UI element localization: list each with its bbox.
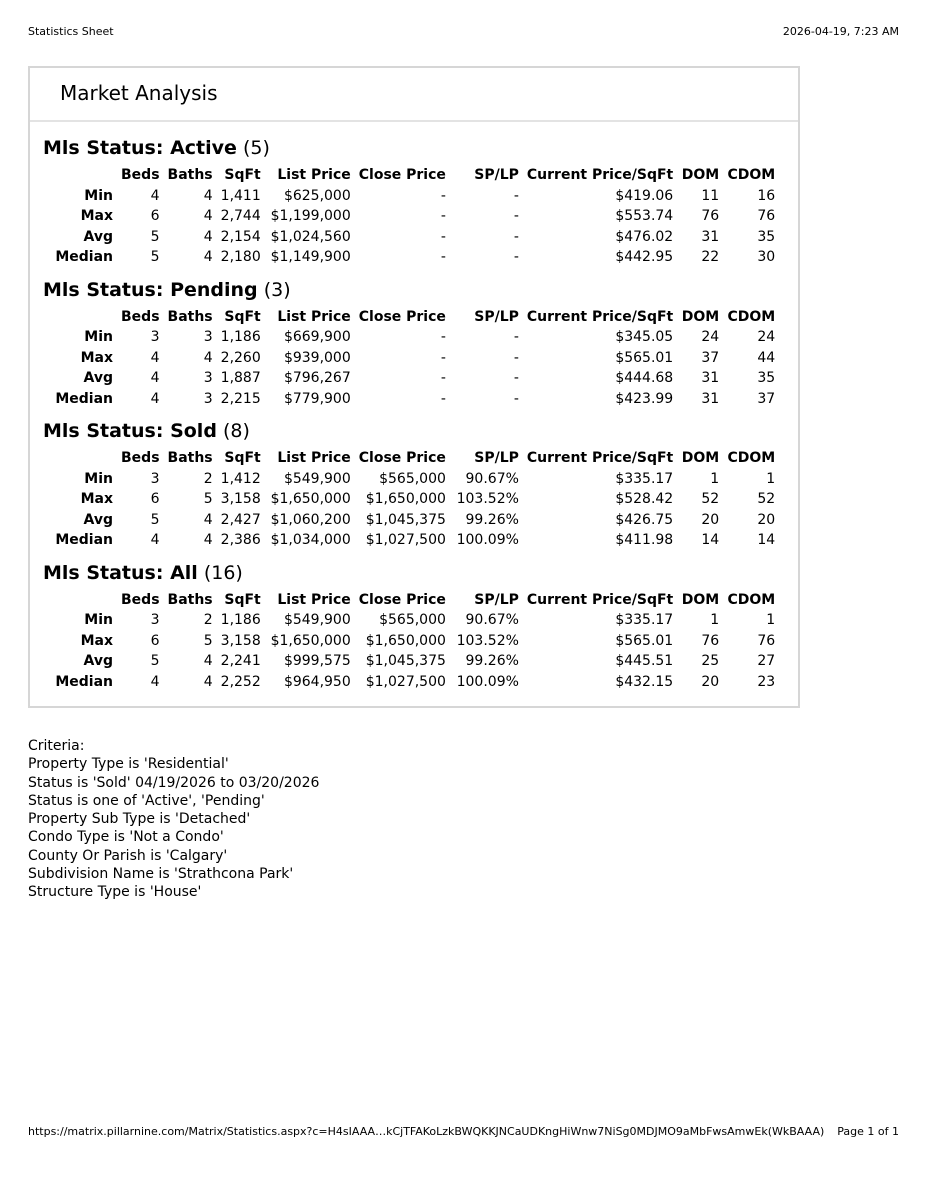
table-cell: 3,158 bbox=[220, 632, 261, 649]
criteria-line: Property Sub Type is 'Detached' bbox=[28, 811, 251, 828]
column-header: SqFt bbox=[224, 167, 261, 183]
table-cell: 35 bbox=[757, 228, 776, 245]
table-cell: 3 bbox=[150, 470, 160, 487]
table-cell: 31 bbox=[701, 228, 720, 245]
stats-sections bbox=[43, 136, 790, 702]
section-label: Mls Status: Pending bbox=[43, 278, 258, 301]
table-cell: - bbox=[440, 370, 446, 386]
row-label: Median bbox=[55, 249, 113, 265]
table-cell: 2,154 bbox=[220, 228, 261, 245]
table-cell: $1,034,000 bbox=[270, 532, 351, 548]
table-cell: $625,000 bbox=[283, 187, 351, 204]
table-cell: 4 bbox=[203, 653, 213, 669]
column-header: DOM bbox=[681, 450, 720, 466]
table-cell: 37 bbox=[757, 390, 776, 407]
table-cell: $423.99 bbox=[615, 390, 674, 407]
column-header: CDOM bbox=[727, 591, 776, 608]
row-label: Avg bbox=[83, 653, 113, 669]
table-cell: 2,260 bbox=[220, 349, 261, 366]
column-header bbox=[43, 307, 117, 328]
table-cell: 4 bbox=[203, 349, 213, 366]
table-cell: 2,252 bbox=[220, 673, 261, 690]
table-cell: $1,650,000 bbox=[365, 491, 446, 507]
table-header-row bbox=[43, 307, 779, 328]
table-cell: 90.67% bbox=[465, 470, 519, 487]
table-cell: $411.98 bbox=[615, 532, 674, 548]
criteria-line: Status is 'Sold' 04/19/2026 to 03/20/2026 bbox=[28, 774, 320, 791]
criteria-line: County Or Parish is 'Calgary' bbox=[28, 847, 228, 864]
table-cell: $445.51 bbox=[615, 653, 674, 669]
section-title bbox=[43, 561, 790, 585]
section-title bbox=[43, 419, 790, 443]
table-cell: $565,000 bbox=[379, 612, 446, 628]
column-header: DOM bbox=[681, 591, 720, 608]
table-cell: 14 bbox=[701, 532, 720, 548]
table-cell: 76 bbox=[701, 208, 720, 224]
stats-table bbox=[43, 165, 779, 268]
section-label: Mls Status: Active bbox=[43, 137, 237, 159]
table-cell: $549,900 bbox=[283, 470, 351, 487]
column-header: Baths bbox=[167, 308, 213, 325]
table-cell: $549,900 bbox=[283, 612, 351, 628]
table-cell: 37 bbox=[701, 349, 720, 366]
table-cell: $1,650,000 bbox=[270, 491, 351, 507]
table-cell: 20 bbox=[757, 511, 776, 528]
table-header-row bbox=[43, 165, 779, 186]
section-label: Mls Status: All bbox=[43, 561, 198, 584]
table-cell: 5 bbox=[203, 632, 213, 649]
table-cell: 25 bbox=[701, 653, 720, 669]
table-cell: - bbox=[513, 187, 519, 204]
table-cell: 4 bbox=[150, 390, 160, 407]
criteria-line: Subdivision Name is 'Strathcona Park' bbox=[28, 866, 294, 883]
table-cell: 2,215 bbox=[220, 390, 261, 407]
table-cell: 100.09% bbox=[456, 673, 519, 690]
column-header: Baths bbox=[167, 450, 213, 466]
table-cell: 4 bbox=[203, 673, 213, 690]
column-header: List Price bbox=[277, 308, 351, 325]
table-row bbox=[43, 348, 779, 369]
table-cell: - bbox=[440, 187, 446, 204]
table-cell: 76 bbox=[701, 632, 720, 649]
criteria-line: Condo Type is 'Not a Condo' bbox=[28, 829, 224, 846]
table-cell: - bbox=[513, 329, 519, 345]
row-label: Median bbox=[55, 673, 113, 690]
row-label: Max bbox=[80, 349, 113, 366]
column-header: Close Price bbox=[358, 167, 446, 183]
table-cell: - bbox=[440, 249, 446, 265]
table-cell: 4 bbox=[150, 349, 160, 366]
column-header: CDOM bbox=[727, 308, 776, 325]
column-header: SqFt bbox=[224, 308, 261, 325]
column-header bbox=[43, 590, 117, 611]
row-label: Median bbox=[55, 390, 113, 407]
table-cell: $1,650,000 bbox=[270, 632, 351, 649]
column-header: Current Price/SqFt bbox=[526, 167, 674, 183]
table-cell: 27 bbox=[757, 653, 776, 669]
column-header: Close Price bbox=[358, 591, 446, 608]
table-cell: 31 bbox=[701, 370, 720, 386]
table-cell: $796,267 bbox=[283, 370, 351, 386]
table-cell: $476.02 bbox=[615, 228, 674, 245]
criteria-block bbox=[28, 737, 319, 902]
column-header: List Price bbox=[277, 167, 351, 183]
table-cell: 103.52% bbox=[456, 491, 519, 507]
table-cell: 4 bbox=[150, 370, 160, 386]
table-cell: 2,180 bbox=[220, 249, 261, 265]
column-header: DOM bbox=[681, 167, 720, 183]
table-cell: $426.75 bbox=[615, 511, 674, 528]
table-cell: 90.67% bbox=[465, 612, 519, 628]
table-cell: 6 bbox=[150, 632, 160, 649]
table-cell: 99.26% bbox=[465, 511, 519, 528]
table-cell: - bbox=[440, 329, 446, 345]
table-cell: $1,027,500 bbox=[365, 532, 446, 548]
row-label: Max bbox=[80, 491, 113, 507]
table-row bbox=[43, 186, 779, 207]
column-header: SP/LP bbox=[474, 308, 519, 325]
stats-table bbox=[43, 448, 779, 551]
table-row bbox=[43, 530, 779, 551]
table-cell: 1,186 bbox=[220, 329, 261, 345]
table-cell: 3 bbox=[203, 370, 213, 386]
criteria-line: Status is one of 'Active', 'Pending' bbox=[28, 792, 265, 809]
table-cell: $565.01 bbox=[615, 349, 674, 366]
column-header: Beds bbox=[121, 167, 160, 183]
table-cell: 4 bbox=[150, 673, 160, 690]
table-cell: $565.01 bbox=[615, 632, 674, 649]
table-cell: 44 bbox=[757, 349, 776, 366]
table-cell: $999,575 bbox=[283, 653, 351, 669]
table-cell: 5 bbox=[150, 511, 160, 528]
table-cell: 2,386 bbox=[220, 532, 261, 548]
table-cell: 4 bbox=[150, 187, 160, 204]
column-header: DOM bbox=[681, 308, 720, 325]
table-cell: - bbox=[513, 390, 519, 407]
table-cell: 1,186 bbox=[220, 612, 261, 628]
table-cell: $939,000 bbox=[283, 349, 351, 366]
table-cell: - bbox=[440, 208, 446, 224]
table-row bbox=[43, 227, 779, 248]
table-cell: 2 bbox=[203, 612, 213, 628]
table-cell: 52 bbox=[757, 491, 776, 507]
table-cell: 14 bbox=[757, 532, 776, 548]
table-cell: 2,241 bbox=[220, 653, 261, 669]
table-cell: 4 bbox=[150, 532, 160, 548]
section-count: (8) bbox=[222, 420, 250, 442]
table-cell: 1 bbox=[766, 612, 776, 628]
table-cell: $553.74 bbox=[615, 208, 674, 224]
table-cell: $565,000 bbox=[379, 470, 446, 487]
table-cell: 3,158 bbox=[220, 491, 261, 507]
table-cell: 4 bbox=[203, 208, 213, 224]
row-label: Max bbox=[80, 208, 113, 224]
table-cell: $964,950 bbox=[283, 673, 351, 690]
section-title bbox=[43, 278, 790, 302]
column-header: Current Price/SqFt bbox=[526, 308, 674, 325]
column-header: Close Price bbox=[358, 308, 446, 325]
column-header: SP/LP bbox=[474, 450, 519, 466]
panel-divider bbox=[30, 120, 798, 122]
section-count: (16) bbox=[203, 561, 243, 584]
table-row bbox=[43, 327, 779, 348]
column-header: Baths bbox=[167, 167, 213, 183]
table-cell: 3 bbox=[150, 612, 160, 628]
table-row bbox=[43, 389, 779, 410]
column-header bbox=[43, 165, 117, 186]
section-count: (5) bbox=[242, 137, 270, 159]
table-cell: 4 bbox=[203, 511, 213, 528]
table-cell: $528.42 bbox=[615, 491, 674, 507]
column-header: Beds bbox=[121, 308, 160, 325]
table-cell: - bbox=[440, 349, 446, 366]
table-cell: $1,027,500 bbox=[365, 673, 446, 690]
column-header: Current Price/SqFt bbox=[526, 450, 674, 466]
table-cell: 5 bbox=[150, 249, 160, 265]
table-cell: - bbox=[513, 228, 519, 245]
table-cell: 35 bbox=[757, 370, 776, 386]
table-cell: $345.05 bbox=[615, 329, 674, 345]
table-cell: $1,199,000 bbox=[270, 208, 351, 224]
table-cell: 100.09% bbox=[456, 532, 519, 548]
column-header: SqFt bbox=[224, 450, 261, 466]
page-number: Page 1 of 1 bbox=[837, 1125, 899, 1138]
table-cell: $1,149,900 bbox=[270, 249, 351, 265]
table-cell: 20 bbox=[701, 673, 720, 690]
column-header: CDOM bbox=[727, 450, 776, 466]
row-label: Avg bbox=[83, 228, 113, 245]
table-cell: $779,900 bbox=[283, 390, 351, 407]
market-analysis-panel bbox=[28, 66, 800, 708]
document-title: Statistics Sheet bbox=[28, 25, 114, 38]
table-cell: 20 bbox=[701, 511, 720, 528]
table-cell: 24 bbox=[701, 329, 720, 345]
table-row bbox=[43, 489, 779, 510]
table-cell: - bbox=[513, 208, 519, 224]
column-header: Baths bbox=[167, 591, 213, 608]
table-cell: $669,900 bbox=[283, 329, 351, 345]
table-row bbox=[43, 610, 779, 631]
table-cell: $444.68 bbox=[615, 370, 674, 386]
table-cell: 31 bbox=[701, 390, 720, 407]
table-cell: 1,887 bbox=[220, 370, 261, 386]
table-cell: 30 bbox=[757, 249, 776, 265]
table-cell: $442.95 bbox=[615, 249, 674, 265]
table-cell: $432.15 bbox=[615, 673, 674, 690]
criteria-line: Property Type is 'Residential' bbox=[28, 756, 229, 773]
stats-table bbox=[43, 307, 779, 410]
table-cell: 3 bbox=[150, 329, 160, 345]
table-cell: 76 bbox=[757, 208, 776, 224]
section-label: Mls Status: Sold bbox=[43, 420, 217, 442]
table-row bbox=[43, 631, 779, 652]
table-cell: - bbox=[440, 228, 446, 245]
table-cell: $1,650,000 bbox=[365, 632, 446, 649]
table-cell: 2 bbox=[203, 470, 213, 487]
row-label: Median bbox=[55, 532, 113, 548]
column-header: List Price bbox=[277, 591, 351, 608]
table-cell: - bbox=[513, 370, 519, 386]
table-cell: 5 bbox=[150, 228, 160, 245]
table-cell: $1,045,375 bbox=[365, 653, 446, 669]
print-footer bbox=[28, 1125, 899, 1138]
table-cell: - bbox=[513, 249, 519, 265]
table-cell: 1 bbox=[710, 612, 720, 628]
table-cell: 5 bbox=[150, 653, 160, 669]
table-cell: 6 bbox=[150, 208, 160, 224]
column-header: Beds bbox=[121, 450, 160, 466]
table-cell: 23 bbox=[757, 673, 776, 690]
table-cell: - bbox=[440, 390, 446, 407]
table-cell: $419.06 bbox=[615, 187, 674, 204]
table-cell: 4 bbox=[203, 228, 213, 245]
table-row bbox=[43, 672, 779, 693]
row-label: Min bbox=[84, 329, 113, 345]
row-label: Max bbox=[80, 632, 113, 649]
table-cell: 99.26% bbox=[465, 653, 519, 669]
table-cell: 22 bbox=[701, 249, 720, 265]
print-timestamp: 2026-04-19, 7:23 AM bbox=[782, 25, 899, 38]
table-cell: 2,427 bbox=[220, 511, 261, 528]
page-url: https://matrix.pillarnine.com/Matrix/Statistics.aspx?c=H4sIAAA…kCjTFAKoLzkBWQKKJNCaUDKngHiWnw7NiSg0MDJMO9aMbFwsAmwEk(WkBAAA) bbox=[28, 1125, 825, 1138]
table-cell: $1,060,200 bbox=[270, 511, 351, 528]
table-cell: $335.17 bbox=[615, 470, 674, 487]
table-cell: 1 bbox=[766, 470, 776, 487]
table-cell: 5 bbox=[203, 491, 213, 507]
column-header: Beds bbox=[121, 591, 160, 608]
table-cell: 103.52% bbox=[456, 632, 519, 649]
table-cell: $1,045,375 bbox=[365, 511, 446, 528]
column-header: SP/LP bbox=[474, 591, 519, 608]
criteria-title: Criteria: bbox=[28, 738, 85, 754]
section-count: (3) bbox=[263, 278, 291, 301]
row-label: Avg bbox=[83, 511, 113, 528]
panel-title: Market Analysis bbox=[60, 81, 218, 105]
criteria-line: Structure Type is 'House' bbox=[28, 884, 202, 901]
table-cell: 3 bbox=[203, 390, 213, 407]
table-cell: 6 bbox=[150, 491, 160, 507]
table-cell: $1,024,560 bbox=[270, 228, 351, 245]
row-label: Min bbox=[84, 470, 113, 487]
table-cell: 11 bbox=[701, 187, 720, 204]
table-cell: 4 bbox=[203, 249, 213, 265]
table-cell: 76 bbox=[757, 632, 776, 649]
table-cell: 16 bbox=[757, 187, 776, 204]
column-header: Current Price/SqFt bbox=[526, 591, 674, 608]
table-row bbox=[43, 651, 779, 672]
column-header bbox=[43, 448, 117, 469]
table-cell: 4 bbox=[203, 187, 213, 204]
table-cell: 1,411 bbox=[220, 187, 261, 204]
column-header: List Price bbox=[277, 450, 351, 466]
table-row bbox=[43, 469, 779, 490]
table-cell: 1 bbox=[710, 470, 720, 487]
table-row bbox=[43, 206, 779, 227]
table-row bbox=[43, 510, 779, 531]
table-header-row bbox=[43, 448, 779, 469]
column-header: CDOM bbox=[727, 167, 776, 183]
column-header: SqFt bbox=[224, 591, 261, 608]
table-cell: $335.17 bbox=[615, 612, 674, 628]
table-cell: 24 bbox=[757, 329, 776, 345]
row-label: Min bbox=[84, 187, 113, 204]
row-label: Avg bbox=[83, 370, 113, 386]
table-cell: 52 bbox=[701, 491, 720, 507]
column-header: SP/LP bbox=[474, 167, 519, 183]
table-cell: 3 bbox=[203, 329, 213, 345]
table-header-row bbox=[43, 590, 779, 611]
table-cell: 1,412 bbox=[220, 470, 261, 487]
table-row bbox=[43, 368, 779, 389]
table-row bbox=[43, 247, 779, 268]
section-title bbox=[43, 136, 790, 160]
table-cell: - bbox=[513, 349, 519, 366]
row-label: Min bbox=[84, 612, 113, 628]
table-cell: 2,744 bbox=[220, 208, 261, 224]
table-cell: 4 bbox=[203, 532, 213, 548]
column-header: Close Price bbox=[358, 450, 446, 466]
print-header bbox=[28, 25, 899, 38]
stats-table bbox=[43, 590, 779, 693]
